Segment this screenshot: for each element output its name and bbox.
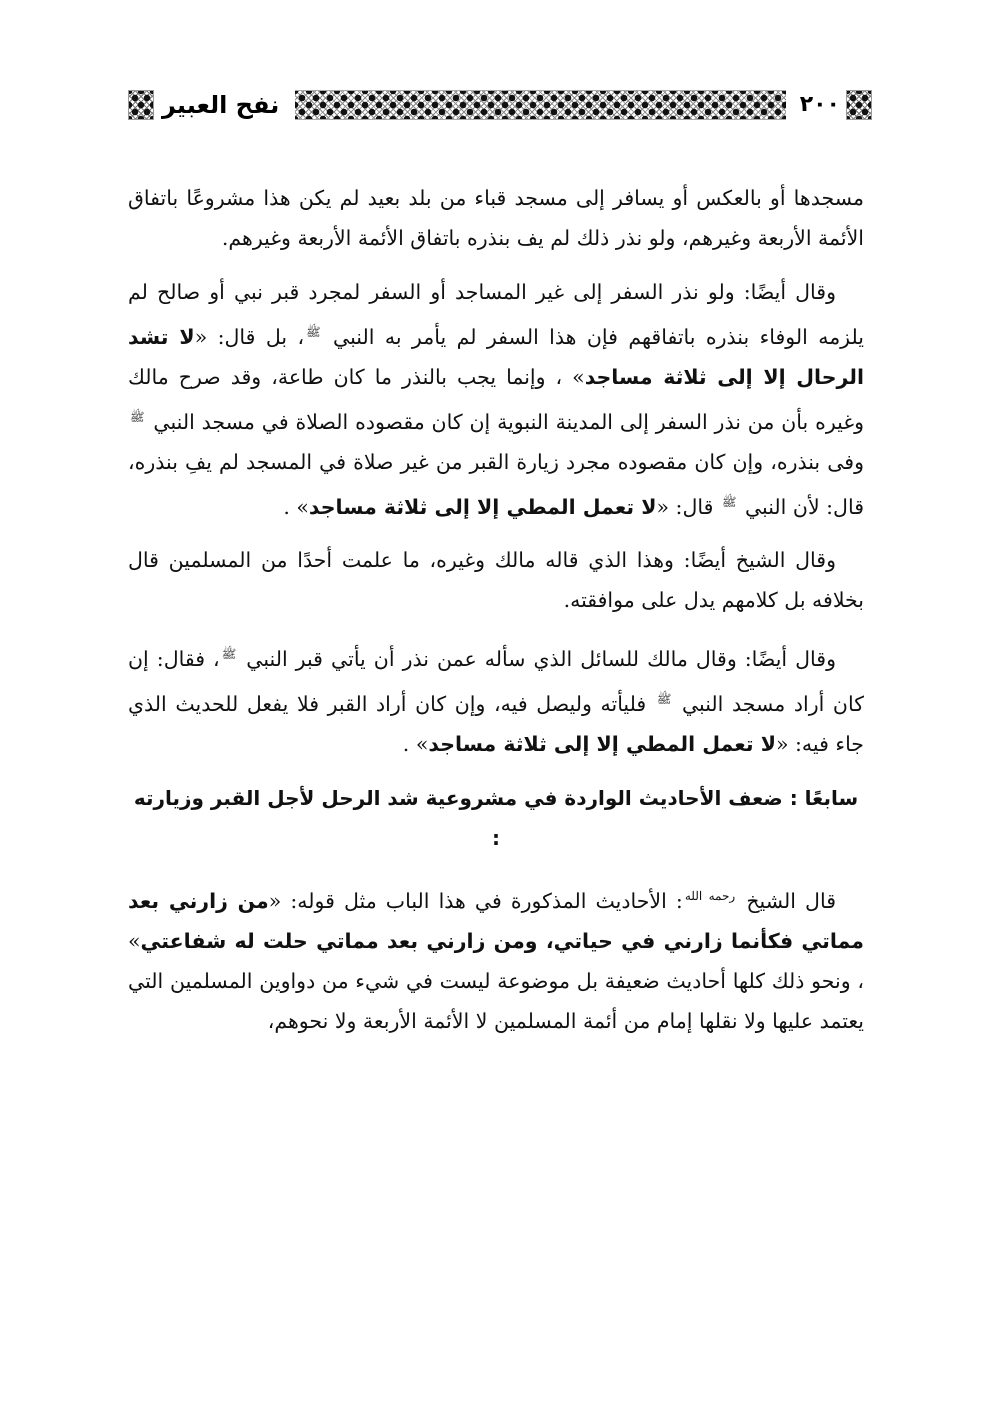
paragraph-3: وقال الشيخ أيضًا: وهذا الذي قاله مالك وغيره، ما علمت أحدًا من المسلمين قال بخلافه بل كلامهم يدل على موافقته. — [128, 548, 864, 613]
text-run: وفى بنذره، وإن كان مقصوده مجرد زيارة القبر من غير صلاة في المسجد لم يفِ بنذره، قال: لأن النبي — [128, 449, 864, 519]
page-body — [128, 178, 864, 1055]
ornament-right-icon — [846, 90, 872, 120]
salawat-icon: ﷺ — [130, 409, 145, 424]
ornament-left-icon — [128, 90, 154, 120]
salawat-icon: ﷺ — [221, 647, 237, 662]
text-run: وقال أيضًا: وقال مالك للسائل الذي سأله عمن نذر أن يأتي قبر النبي — [246, 647, 836, 672]
rahimahullah-icon: رحمه الله — [684, 889, 736, 904]
ornamental-border-band — [295, 90, 785, 120]
text-run: قال الشيخ — [746, 888, 836, 913]
page-number: ٢٠٠ — [799, 92, 840, 117]
text-run: وقال أيضًا: ولو نذر السفر إلى غير المساجد أو السفر لمجرد قبر نبي أو صالح لم يلزمه الوفاء بنذره باتفاقهم فإن هذا السفر لم يأمر به النبي — [128, 280, 864, 349]
hadith-quote: لا تعمل المطي إلا إلى ثلاثة مساجد — [428, 732, 776, 757]
page-header — [128, 88, 872, 122]
text-run: فليأته وليصل فيه، وإن كان أراد القبر فلا يفعل للحديث الذي جاء فيه: « — [128, 692, 864, 757]
paragraph-4 — [128, 634, 864, 764]
text-run: : الأحاديث المذكورة في هذا الباب مثل قوله: « — [268, 888, 683, 913]
section-heading: سابعًا : ضعف الأحاديث الواردة في مشروعية شد الرحل لأجل القبر وزيارته : — [133, 786, 859, 851]
text-run: » ، ونحو ذلك كلها أحاديث ضعيفة بل موضوعة ليست في شيء من دواوين المسلمين التي يعتمد عليها ولا نقلها إمام من أئمة المسلمين لا الأئمة الأربعة ولا نحوهم، — [128, 928, 864, 1033]
salawat-icon: ﷺ — [721, 494, 737, 509]
hadith-quote: من زارني بعد مماتي فكأنما زارني في حياتي، ومن زارني بعد مماتي حلت له شفاعتي — [128, 888, 864, 953]
paragraph-1: مسجدها أو بالعكس أو يسافر إلى مسجد قباء من بلد بعيد لم يكن هذا مشروعًا باتفاق الأئمة الأربعة وغيرهم، ولو نذر ذلك لم يف بنذره باتفاق الأئمة الأربعة وغيرهم. — [128, 186, 864, 250]
paragraph-5 — [128, 876, 864, 1041]
text-run: ، فقال: إن كان أراد مسجد النبي — [128, 647, 864, 717]
book-title: نفح العبير — [162, 91, 280, 119]
salawat-icon: ﷺ — [306, 325, 321, 339]
text-run: » . — [283, 494, 309, 519]
text-run: » ، وإنما يجب بالنذر ما كان طاعة، وقد صرح مالك وغيره بأن من نذر السفر إلى المدينة النبوية إن كان مقصوده الصلاة في مسجد النبي — [128, 364, 864, 434]
text-run: قال: « — [656, 494, 714, 519]
text-run: » . — [402, 732, 429, 757]
text-run: ، بل قال: « — [194, 324, 305, 349]
paragraph-2 — [128, 272, 864, 526]
hadith-quote: لا تعمل المطي إلا إلى ثلاثة مساجد — [308, 494, 657, 519]
salawat-icon: ﷺ — [656, 692, 672, 707]
hadith-quote: لا تشد الرحال إلا إلى ثلاثة مساجد — [128, 324, 864, 389]
